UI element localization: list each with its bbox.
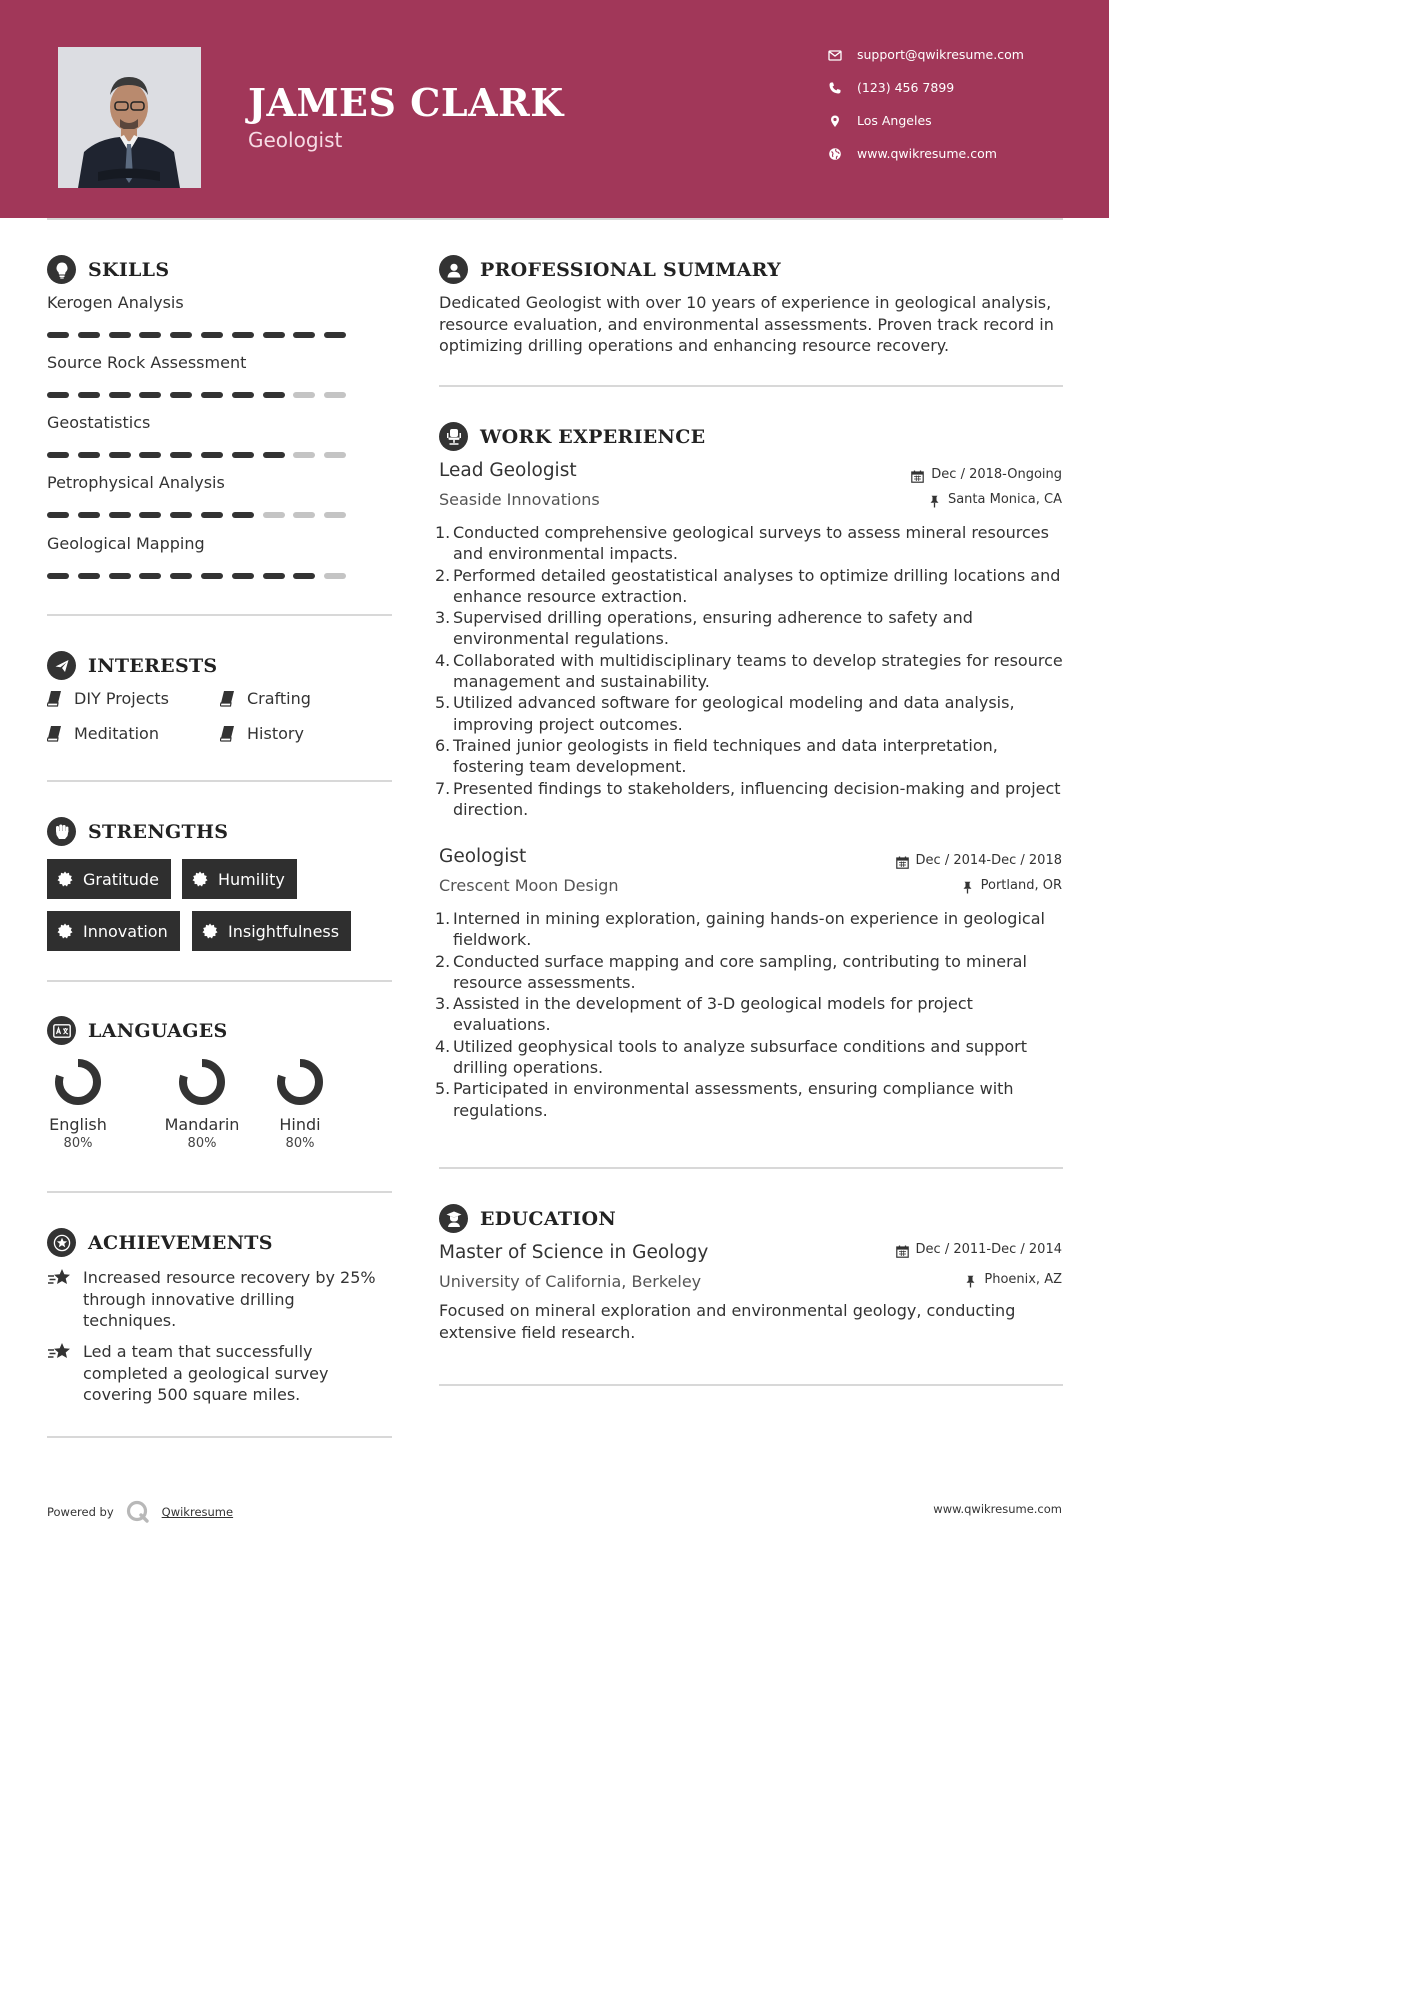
skill-dash (263, 512, 285, 518)
qwikresume-logo-icon (126, 1500, 150, 1524)
contact-website[interactable] (828, 144, 997, 162)
language-name: English (49, 1115, 107, 1134)
skill-rating (47, 392, 347, 398)
strengths-heading (47, 817, 228, 846)
skill-dash (201, 392, 223, 398)
skill-name: Geological Mapping (47, 534, 205, 553)
list-item: 1. Interned in mining exploration, gaining hands-on experience in geological fieldwork. (435, 909, 1045, 950)
job-dates (911, 467, 1062, 482)
skill-dash (78, 512, 100, 518)
star-badge-icon (47, 1228, 76, 1257)
contact-phone[interactable] (828, 78, 954, 96)
job-company: Crescent Moon Design (439, 876, 619, 895)
contact-phone-text: (123) 456 7899 (857, 79, 955, 95)
skill-dash (139, 512, 161, 518)
achievements-heading (47, 1228, 273, 1257)
candidate-role: Geologist (248, 128, 343, 152)
certificate-icon (57, 923, 73, 939)
strength-label: Innovation (83, 921, 168, 941)
degree-title: Master of Science in Geology (439, 1242, 709, 1263)
skill-dash (139, 392, 161, 398)
language-item (255, 1057, 345, 1151)
skill-dash (263, 573, 285, 579)
skill-dash (78, 573, 100, 579)
skill-dash (139, 573, 161, 579)
job-location (961, 878, 1062, 893)
skill-dash (47, 332, 69, 338)
interest-label: History (247, 724, 304, 743)
skill-name: Geostatistics (47, 413, 151, 432)
education-location-text: Phoenix, AZ (984, 1272, 1062, 1287)
powered-by (47, 1500, 233, 1524)
achievements-title: ACHIEVEMENTS (88, 1231, 273, 1254)
strength-badge (47, 859, 171, 899)
fist-icon (47, 817, 76, 846)
list-item: 4. Collaborated with multidisciplinary teams to develop strategies for resource management and sustainability. (435, 650, 1063, 692)
achievement-text: Led a team that successfully completed a geological survey covering 500 square miles. (83, 1342, 329, 1404)
skill-dash (263, 332, 285, 338)
skill-dash (293, 512, 315, 518)
skill-dash (324, 452, 346, 458)
skill-dash (139, 452, 161, 458)
job-dates-text: Dec / 2018-Ongoing (931, 467, 1062, 482)
interest-label: Meditation (74, 724, 159, 743)
language-name: Hindi (279, 1115, 321, 1134)
resume-header (0, 0, 1109, 218)
skill-dash (201, 452, 223, 458)
calendar-icon (896, 854, 909, 867)
list-item: 7. Presented findings to stakeholders, influencing decision-making and project direction. (435, 778, 1061, 819)
skill-dash (170, 573, 192, 579)
skill-dash (232, 452, 254, 458)
skill-dash (109, 452, 131, 458)
profile-photo (58, 47, 201, 188)
education-dates (896, 1242, 1062, 1257)
experience-heading (439, 422, 705, 451)
contact-email[interactable] (828, 45, 1024, 63)
achievement-text: Increased resource recovery by 25% through innovative drilling techniques. (83, 1268, 376, 1330)
job-location (928, 492, 1062, 507)
skill-dash (324, 332, 346, 338)
skill-dash (324, 392, 346, 398)
skill-name: Source Rock Assessment (47, 353, 247, 372)
language-item (157, 1057, 247, 1151)
skill-dash (78, 392, 100, 398)
skills-heading (47, 255, 169, 284)
skill-dash (78, 332, 100, 338)
book-icon (47, 690, 62, 707)
education-description: Focused on mineral exploration and environmental geology, conducting extensive field research. (439, 1301, 1016, 1342)
job-responsibilities (435, 522, 1065, 820)
paper-plane-icon (47, 651, 76, 680)
map-pin-icon (828, 113, 842, 127)
contact-website-text: www.qwikresume.com (857, 145, 997, 161)
interest-item (47, 724, 159, 743)
language-item (33, 1057, 123, 1151)
list-item: 5. Participated in environmental assessments, ensuring compliance with regulations. (435, 1079, 1014, 1120)
job-dates (896, 853, 1062, 868)
skill-dash (324, 512, 346, 518)
interest-item (220, 724, 304, 743)
strength-label: Gratitude (83, 869, 159, 889)
strength-label: Insightfulness (228, 921, 340, 941)
contact-email-text: support@qwikresume.com (857, 46, 1024, 62)
skill-dash (263, 392, 285, 398)
skill-dash (109, 512, 131, 518)
education-location (964, 1272, 1062, 1287)
thumbtack-icon (964, 1273, 977, 1286)
contact-location (828, 111, 932, 129)
globe-icon (828, 146, 842, 160)
footer-url[interactable]: www.qwikresume.com (933, 1502, 1062, 1516)
skill-rating (47, 332, 347, 338)
list-item: 5. Utilized advanced software for geological modeling and data analysis, improving project outcomes. (435, 693, 1015, 734)
interests-heading (47, 651, 217, 680)
interests-title: INTERESTS (88, 654, 218, 677)
shooting-star-icon (47, 1267, 73, 1289)
achievement-item (47, 1341, 387, 1406)
skill-rating (47, 573, 347, 579)
skill-dash (232, 573, 254, 579)
job-company: Seaside Innovations (439, 490, 600, 509)
interest-item (47, 689, 169, 708)
job-location-text: Santa Monica, CA (947, 492, 1062, 507)
candidate-name: JAMES CLARK (248, 80, 564, 125)
skill-name: Kerogen Analysis (47, 293, 184, 312)
job-dates-text: Dec / 2014-Dec / 2018 (915, 853, 1062, 868)
skill-dash (324, 573, 346, 579)
book-icon (220, 690, 235, 707)
list-item: 3. Supervised drilling operations, ensuring adherence to safety and environmental regulations. (435, 608, 973, 649)
skills-title: SKILLS (88, 258, 170, 281)
skill-dash (170, 512, 192, 518)
language-percent: 80% (63, 1136, 93, 1151)
language-icon (47, 1016, 76, 1045)
skill-rating (47, 512, 347, 518)
skill-dash (170, 392, 192, 398)
education-heading (439, 1204, 616, 1233)
section-divider (47, 780, 392, 782)
skill-dash (293, 392, 315, 398)
languages-heading (47, 1016, 228, 1045)
interest-label: DIY Projects (74, 689, 169, 708)
skill-dash (109, 573, 131, 579)
language-progress-ring (177, 1057, 227, 1107)
skill-dash (232, 332, 254, 338)
skill-dash (109, 392, 131, 398)
skill-dash (109, 332, 131, 338)
list-item: 2. Conducted surface mapping and core sampling, contributing to mineral resource assessments. (435, 951, 1027, 992)
education-title: EDUCATION (480, 1207, 616, 1230)
school-name: University of California, Berkeley (439, 1272, 702, 1291)
powered-by-label: Powered by (47, 1505, 114, 1519)
language-name: Mandarin (164, 1115, 240, 1134)
job-title: Lead Geologist (439, 460, 577, 481)
language-progress-ring (53, 1057, 103, 1107)
skill-dash (293, 573, 315, 579)
calendar-icon (896, 1243, 909, 1256)
skill-dash (263, 452, 285, 458)
skill-dash (139, 332, 161, 338)
languages-title: LANGUAGES (88, 1019, 228, 1042)
certificate-icon (202, 923, 218, 939)
summary-text: Dedicated Geologist with over 10 years of experience in geological analysis, resource evaluation, and environmental assessments. Proven track record in optimizing drilling operations and enhancing resource recovery. (439, 293, 1054, 355)
skill-dash (201, 512, 223, 518)
book-icon (220, 725, 235, 742)
skill-dash (47, 573, 69, 579)
list-item: 2. Performed detailed geostatistical analyses to optimize drilling locations and enhance resource extraction. (435, 565, 1061, 606)
skill-rating (47, 452, 347, 458)
list-item: 6. Trained junior geologists in field techniques and data interpretation, fostering team development. (435, 735, 998, 777)
skill-dash (170, 332, 192, 338)
section-divider (47, 1191, 392, 1193)
interest-label: Crafting (247, 689, 311, 708)
skill-dash (78, 452, 100, 458)
skill-dash (232, 392, 254, 398)
shooting-star-icon (47, 1341, 73, 1363)
envelope-icon (828, 47, 842, 61)
list-item: 1. Conducted comprehensive geological surveys to assess mineral resources and environmental impacts. (435, 523, 1049, 564)
strength-label: Humility (218, 869, 285, 889)
contact-location-text: Los Angeles (857, 112, 932, 128)
section-divider (47, 614, 392, 616)
job-location-text: Portland, OR (980, 878, 1062, 893)
language-progress-ring (275, 1057, 325, 1107)
calendar-icon (911, 468, 924, 481)
interest-item (220, 689, 311, 708)
skill-dash (201, 573, 223, 579)
certificate-icon (192, 871, 208, 887)
skill-dash (47, 512, 69, 518)
skill-dash (293, 452, 315, 458)
language-percent: 80% (187, 1136, 217, 1151)
job-title: Geologist (439, 846, 527, 867)
strength-badge (192, 911, 351, 951)
skill-dash (47, 392, 69, 398)
summary-title: PROFESSIONAL SUMMARY (480, 258, 782, 281)
section-divider (439, 1384, 1063, 1386)
header-divider (47, 218, 1063, 220)
list-item: 4. Utilized geophysical tools to analyze subsurface conditions and support drilling operations. (435, 1036, 1027, 1078)
book-icon (47, 725, 62, 742)
graduate-icon (439, 1204, 468, 1233)
skill-dash (232, 512, 254, 518)
qwikresume-link[interactable]: Qwikresume (161, 1505, 234, 1519)
list-item: 3. Assisted in the development of 3-D geological models for project evaluations. (435, 994, 973, 1035)
thumbtack-icon (928, 493, 941, 506)
job-responsibilities (435, 908, 1065, 1121)
certificate-icon (57, 871, 73, 887)
language-percent: 80% (285, 1136, 315, 1151)
achievement-item (47, 1267, 387, 1332)
office-chair-icon (439, 422, 468, 451)
summary-heading (439, 255, 781, 284)
thumbtack-icon (961, 879, 974, 892)
strength-badge (182, 859, 297, 899)
user-icon (439, 255, 468, 284)
lightbulb-icon (47, 255, 76, 284)
skill-dash (201, 332, 223, 338)
section-divider (47, 980, 392, 982)
phone-icon (828, 80, 842, 94)
skill-name: Petrophysical Analysis (47, 473, 225, 492)
section-divider (47, 1436, 392, 1438)
section-divider (439, 385, 1063, 387)
skill-dash (293, 332, 315, 338)
strengths-title: STRENGTHS (88, 820, 229, 843)
experience-title: WORK EXPERIENCE (480, 425, 706, 448)
skill-dash (47, 452, 69, 458)
skill-dash (170, 452, 192, 458)
strength-badge (47, 911, 180, 951)
section-divider (439, 1167, 1063, 1169)
education-dates-text: Dec / 2011-Dec / 2014 (915, 1242, 1062, 1257)
